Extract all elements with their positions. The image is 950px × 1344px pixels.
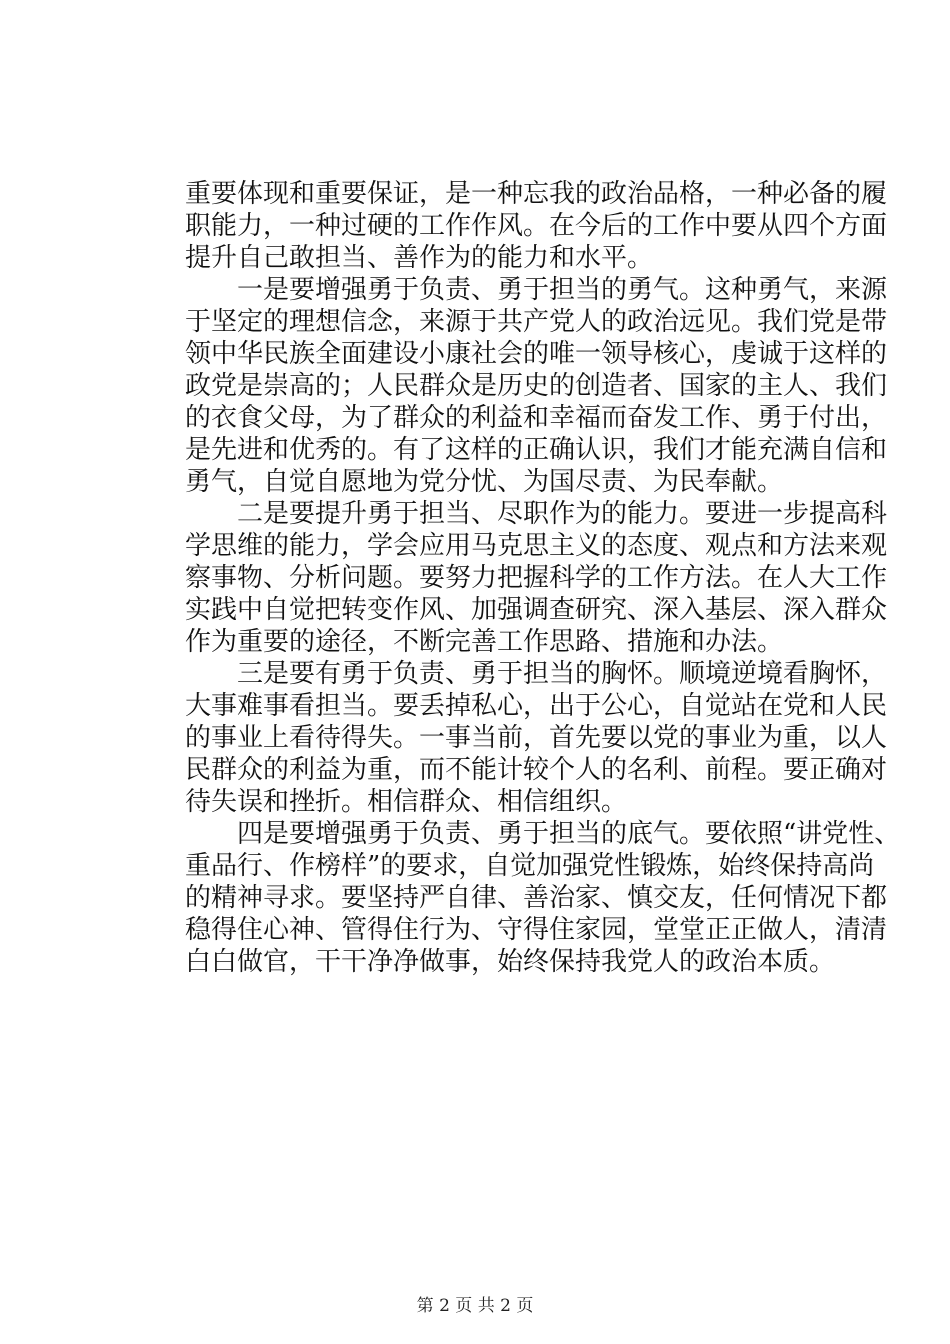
text-line: 四是要增强勇于负责、勇于担当的底气。要依照“讲党性、: [185, 819, 901, 849]
text-line: 于坚定的理想信念，来源于共产党人的政治远见。我们党是带: [185, 307, 888, 337]
text-line: 领中华民族全面建设小康社会的唯一领导核心，虔诚于这样的: [185, 339, 888, 369]
text-line: 实践中自觉把转变作风、加强调查研究、深入基层、深入群众: [185, 595, 888, 625]
text-line: 重品行、作榜样”的要求，自觉加强党性锻炼，始终保持高尚: [185, 851, 875, 881]
text-line: 察事物、分析问题。要努力把握科学的工作方法。在人大工作: [185, 563, 888, 593]
text-line: 待失误和挫折。相信群众、相信组织。: [185, 787, 628, 817]
text-line: 的事业上看待得失。一事当前，首先要以党的事业为重，以人: [185, 723, 888, 753]
text-line: 二是要提升勇于担当、尽职作为的能力。要进一步提高科: [185, 499, 888, 529]
text-line: 提升自己敢担当、善作为的能力和水平。: [185, 243, 654, 273]
text-line: 勇气，自觉自愿地为党分忧、为国尽责、为民奉献。: [185, 467, 784, 497]
text-line: 政党是崇高的；人民群众是历史的创造者、国家的主人、我们: [185, 371, 888, 401]
text-line: 大事难事看担当。要丢掉私心，出于公心，自觉站在党和人民: [185, 691, 888, 721]
text-line: 的衣食父母，为了群众的利益和幸福而奋发工作、勇于付出，: [185, 403, 888, 433]
text-line: 白白做官，干干净净做事，始终保持我党人的政治本质。: [185, 947, 836, 977]
document-body: [185, 178, 901, 978]
text-line: 作为重要的途径，不断完善工作思路、措施和办法。: [185, 627, 784, 657]
text-line: 民群众的利益为重，而不能计较个人的名利、前程。要正确对: [185, 755, 888, 785]
text-line: 一是要增强勇于负责、勇于担当的勇气。这种勇气，来源: [185, 275, 888, 305]
text-line: 学思维的能力，学会应用马克思主义的态度、观点和方法来观: [185, 531, 888, 561]
text-line: 稳得住心神、管得住行为、守得住家园，堂堂正正做人，清清: [185, 915, 888, 945]
page-number-footer: 第 2 页 共 2 页: [416, 1296, 534, 1316]
text-line: 三是要有勇于负责、勇于担当的胸怀。顺境逆境看胸怀，: [185, 659, 888, 689]
text-line: 重要体现和重要保证，是一种忘我的政治品格，一种必备的履: [185, 179, 888, 209]
text-line: 是先进和优秀的。有了这样的正确认识，我们才能充满自信和: [185, 435, 888, 465]
text-line: 职能力，一种过硬的工作作风。在今后的工作中要从四个方面: [185, 211, 888, 241]
text-line: 的精神寻求。要坚持严自律、善治家、慎交友，任何情况下都: [185, 883, 888, 913]
